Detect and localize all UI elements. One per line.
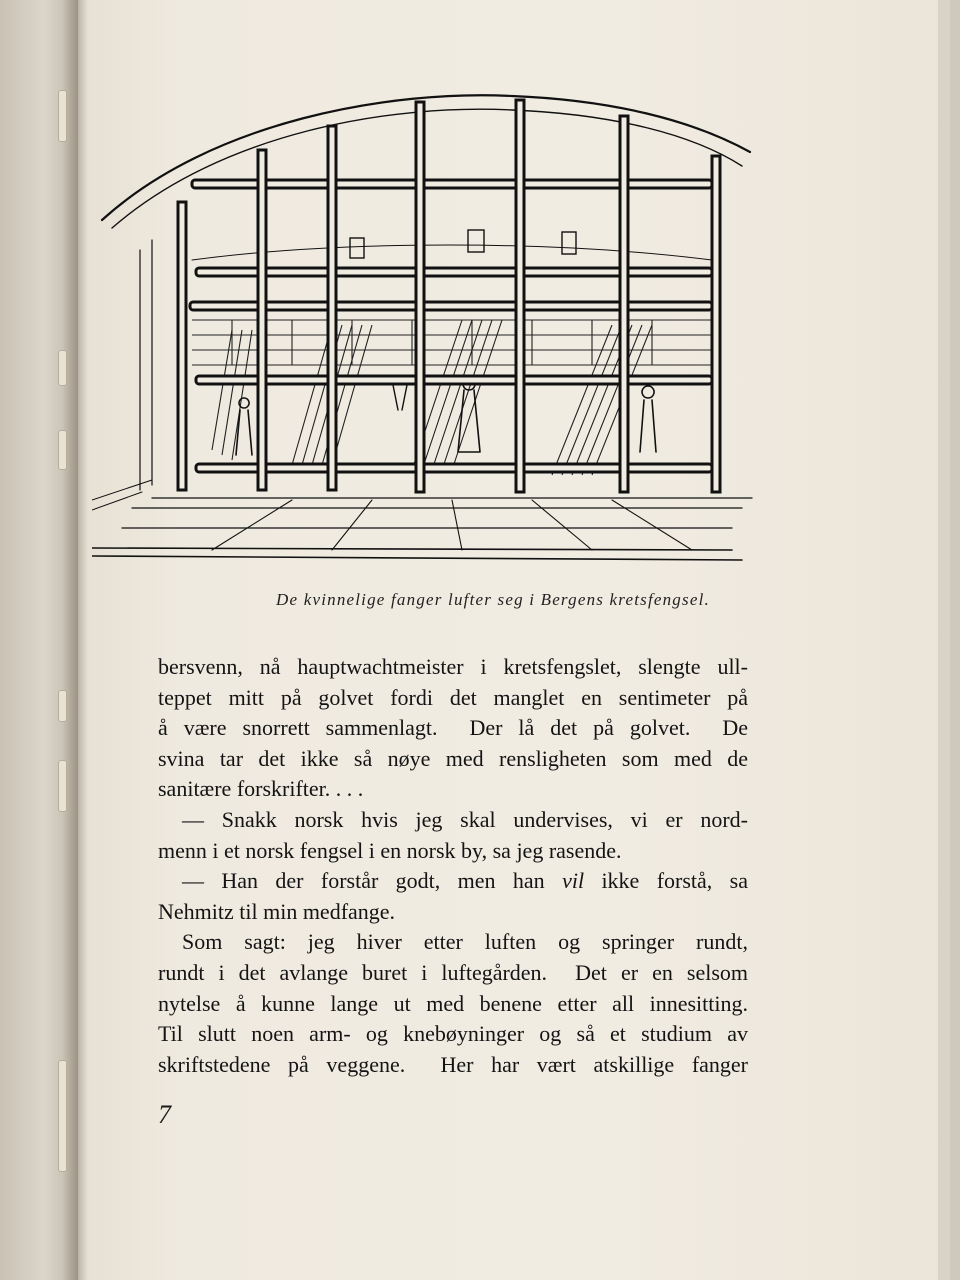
text-line: teppet mitt på golvet fordi det manglet en sentimeter på [158,684,748,710]
prisoner-figures [236,378,656,455]
prison-yard-illustration [92,80,760,580]
text-line: å være snorrett sammenlagt. Der lå det på golvet. De [158,715,748,741]
text-line: Nehmitz til min medfange. [158,898,396,924]
shadow-hatching [212,320,652,475]
page-number: 7 [158,1100,171,1129]
binding-stitch [58,1060,67,1172]
text-line: Til slutt noen arm- og knebøyninger og så et studium av [158,1021,748,1047]
text-line: bersvenn, nå hauptwachtmeister i kretsfengslet, slengte ull- [158,654,748,679]
text-line: rundt i det avlange buret i luftegården. Det er en selsom [158,959,748,985]
line-start: — Han der forstår godt, men han [182,868,563,894]
binding-stitch [58,350,67,386]
text-line: menn i et norsk fengsel i en norsk by, sa jeg rasende. [158,837,622,863]
binding-stitch [58,430,67,470]
text-line: nytelse å kunne lange ut med benene etter all innesitting. [158,990,748,1016]
text-line: svina tar det ikke så nøye med rensligheten som med de [158,745,748,771]
side-wall [140,240,152,490]
binding-stitch [58,90,67,142]
binding-stitch [58,760,67,812]
brick-wall-hatching [192,320,712,365]
text-line: Som sagt: jeg hiver etter luften og springer rundt, [182,929,748,955]
text-line: skriftstedene på veggene. Her har vært atskillige fanger [158,1051,748,1077]
back-wall-top [192,245,712,260]
upper-windows [350,230,576,258]
text-line: — Snakk norsk hvis jeg skal undervises, vi er nord- [182,806,748,832]
page-edge [938,0,950,1280]
body-text [158,652,748,1080]
arch-inner-line [112,109,742,228]
cage-vertical-bars [178,100,720,492]
figure-caption: De kvinnelige fanger lufter seg i Bergens kretsfengsel. [276,590,710,609]
arch-outer-line [102,95,750,220]
text-line-with-emphasis [158,866,748,897]
cage-horizontal-bars [190,180,712,472]
text-line: sanitære forskrifter. . . . [158,776,364,802]
binding-stitch [58,690,67,722]
line-end: ikke forstå, sa [584,868,748,894]
emphasized-word: vil [562,868,585,894]
